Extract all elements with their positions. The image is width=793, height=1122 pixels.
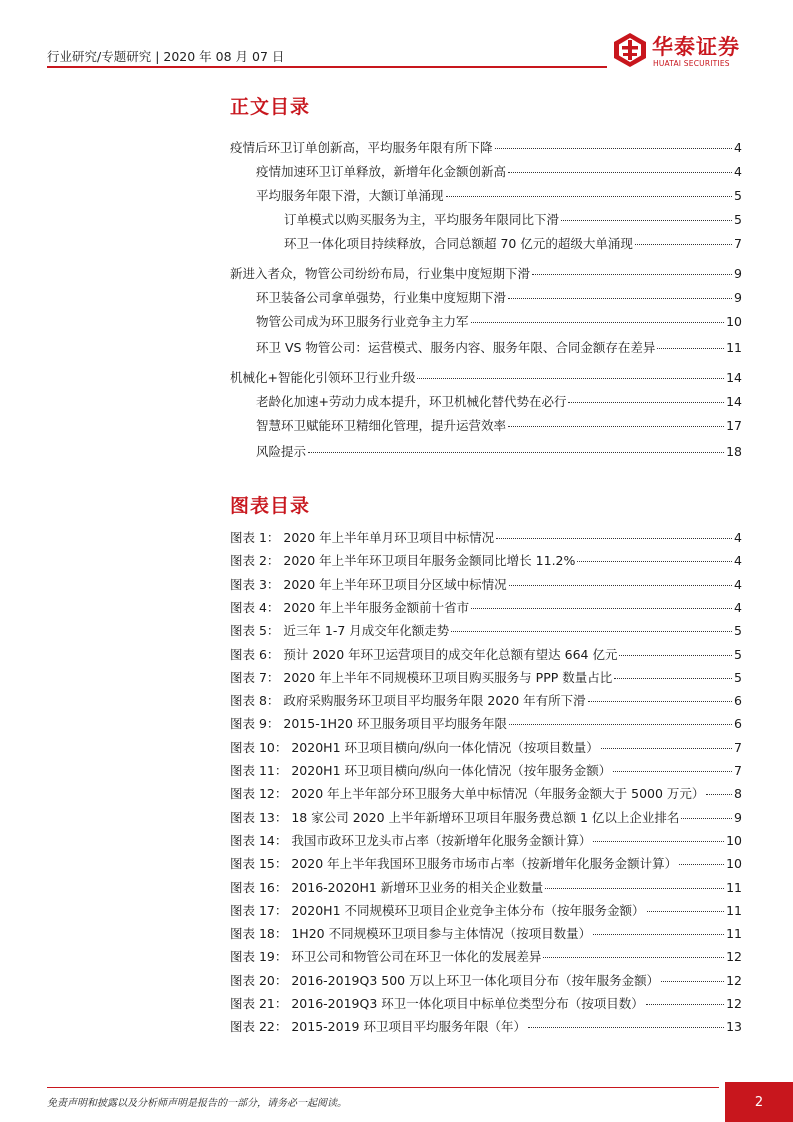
toc-leader-dots <box>657 348 724 349</box>
toc-entry[interactable] <box>256 418 742 434</box>
toc-entry-text: 老龄化加速+劳动力成本提升，环卫机械化替代势在必行 <box>256 394 567 409</box>
figure-entry[interactable] <box>230 553 742 569</box>
figure-entry[interactable] <box>230 670 742 686</box>
figure-entry[interactable] <box>230 880 742 896</box>
toc-entry-page: 11 <box>726 340 742 355</box>
toc-leader-dots <box>561 220 732 221</box>
page-number-badge <box>725 1082 793 1122</box>
toc-entry-text: 环卫一体化项目持续释放，合同总额超 70 亿元的超级大单涌现 <box>284 236 633 251</box>
figure-entry-text: 图表 12： 2020 年上半年部分环卫服务大单中标情况（年服务金额大于 5000 万元） <box>230 786 705 802</box>
figure-leader-dots <box>509 585 732 586</box>
figure-entry-page: 4 <box>734 576 742 592</box>
figure-entry-page: 11 <box>726 926 742 942</box>
toc-entry-page: 9 <box>734 290 742 305</box>
figure-leader-dots <box>471 608 732 609</box>
toc-entry[interactable] <box>256 444 742 460</box>
figure-entry-text: 图表 9： 2015-1H20 环卫服务项目平均服务年限 <box>230 716 507 732</box>
toc-entry-page: 18 <box>726 444 742 459</box>
toc-entry-page: 17 <box>726 418 742 433</box>
logo-chinese-name: 华泰证券 <box>652 35 740 59</box>
figure-leader-dots <box>577 561 732 562</box>
figure-entry-text: 图表 21： 2016-2019Q3 环卫一体化项目中标单位类型分布（按项目数） <box>230 996 644 1011</box>
figure-leader-dots <box>588 701 732 702</box>
figure-leader-dots <box>496 538 732 539</box>
figure-entry-text: 图表 19： 环卫公司和物管公司在环卫一体化的发展差异 <box>230 949 542 965</box>
figure-leader-dots <box>543 957 724 958</box>
toc-entry-text: 智慧环卫赋能环卫精细化管理，提升运营效率 <box>256 418 507 433</box>
header-date: 2020 年 08 月 07 日 <box>163 49 285 64</box>
figure-entry[interactable] <box>230 600 742 616</box>
figure-leader-dots <box>646 1004 724 1005</box>
page-number: 2 <box>754 1094 764 1110</box>
figure-entry[interactable] <box>230 716 742 732</box>
toc-entry[interactable] <box>230 370 742 386</box>
figure-leader-dots <box>613 771 732 772</box>
huatai-logo <box>614 33 749 69</box>
toc-entry-page: 10 <box>726 314 742 329</box>
figure-entry-page: 13 <box>726 1019 742 1035</box>
figure-entry[interactable] <box>230 949 742 965</box>
header-category: 行业研究/专题研究 <box>47 49 152 64</box>
toc-leader-dots <box>508 172 732 173</box>
figure-entry-text: 图表 4： 2020 年上半年服务金额前十省市 <box>230 599 470 615</box>
figure-entry-text: 图表 5： 近三年 1-7 月成交年化额走势 <box>230 623 450 639</box>
figures-title: 图表目录 <box>230 495 311 517</box>
figure-entry-page: 12 <box>726 949 742 965</box>
figure-entry[interactable] <box>230 623 742 639</box>
toc-entry-text: 疫情后环卫订单创新高，平均服务年限有所下降 <box>230 140 493 155</box>
figure-entry-page: 4 <box>734 553 742 569</box>
figure-leader-dots <box>593 934 724 935</box>
toc-entry[interactable] <box>256 340 742 356</box>
toc-entry-text: 机械化+智能化引领环卫行业升级 <box>230 370 416 385</box>
figure-entry-page: 6 <box>734 716 742 732</box>
figure-entry-page: 5 <box>734 646 742 662</box>
toc-entry[interactable] <box>256 394 742 410</box>
figure-entry-page: 5 <box>734 623 742 639</box>
figure-leader-dots <box>528 1027 724 1028</box>
figure-entry-page: 7 <box>734 739 742 755</box>
figure-entry[interactable] <box>230 810 742 826</box>
toc-leader-dots <box>495 148 733 149</box>
toc-entry[interactable] <box>256 314 742 330</box>
figure-entry-text: 图表 6： 预计 2020 年环卫运营项目的成交年化总额有望达 664 亿元 <box>230 646 618 662</box>
toc-entry-text: 物管公司成为环卫服务行业竞争主力军 <box>256 314 469 329</box>
footer-disclaimer: 免责声明和披露以及分析师声明是报告的一部分，请务必一起阅读。 <box>47 1098 347 1109</box>
figure-entry-text: 图表 20： 2016-2019Q3 500 万以上环卫一体化项目分布（按年服务金额） <box>230 972 660 988</box>
figure-entry-text: 图表 2： 2020 年上半年环卫项目年服务金额同比增长 11.2% <box>230 553 576 569</box>
toc-leader-dots <box>532 274 732 275</box>
toc-entry[interactable] <box>256 188 742 204</box>
toc-entry[interactable] <box>284 236 742 252</box>
toc-title: 正文目录 <box>230 96 311 118</box>
figure-entry[interactable] <box>230 903 742 919</box>
figure-entry[interactable] <box>230 996 742 1012</box>
toc-entry-page: 5 <box>734 212 742 227</box>
toc-entry-text: 风险提示 <box>256 444 307 459</box>
figure-entry-text: 图表 3： 2020 年上半年环卫项目分区域中标情况 <box>230 576 507 592</box>
figure-entry[interactable] <box>230 530 742 546</box>
figure-entry-text: 图表 14： 我国市政环卫龙头市占率（按新增年化服务金额计算） <box>230 832 592 848</box>
figure-leader-dots <box>681 818 732 819</box>
figure-entry-page: 9 <box>734 809 742 825</box>
toc-entry[interactable] <box>230 266 742 282</box>
header-divider <box>47 66 607 68</box>
toc-entry-text: 环卫 VS 物管公司：运营模式、服务内容、服务年限、合同金额存在差异 <box>256 340 656 355</box>
figure-entry-text: 图表 22： 2015-2019 环卫项目平均服务年限（年） <box>230 1019 526 1035</box>
figure-entry[interactable] <box>230 693 742 709</box>
toc-leader-dots <box>417 378 724 379</box>
figure-entry-page: 12 <box>726 996 742 1011</box>
figure-entry-text: 图表 18： 1H20 不同规模环卫项目参与主体情况（按项目数量） <box>230 926 592 942</box>
figure-entry[interactable] <box>230 577 742 593</box>
figure-entry[interactable] <box>230 647 742 663</box>
toc-entry[interactable] <box>256 290 742 306</box>
figure-entry-page: 7 <box>734 763 742 778</box>
figure-leader-dots <box>661 981 724 982</box>
figure-entry-page: 11 <box>726 879 742 895</box>
figure-entry-page: 6 <box>734 693 742 709</box>
toc-entry-page: 14 <box>726 394 742 409</box>
figure-entry[interactable] <box>230 856 742 872</box>
figure-leader-dots <box>679 864 724 865</box>
toc-leader-dots <box>446 196 733 197</box>
figure-leader-dots <box>451 631 732 632</box>
figure-entry[interactable] <box>230 973 742 989</box>
figure-entry-text: 图表 17： 2020H1 不同规模环卫项目企业竞争主体分布（按年服务金额） <box>230 902 645 918</box>
figure-entry-text: 图表 16： 2016-2020H1 新增环卫业务的相关企业数量 <box>230 879 544 895</box>
figure-entry-page: 12 <box>726 972 742 988</box>
logo-english-name: HUATAI SECURITIES <box>653 59 730 68</box>
figure-entry-text: 图表 1： 2020 年上半年单月环卫项目中标情况 <box>230 530 495 545</box>
figure-leader-dots <box>619 655 732 656</box>
toc-leader-dots <box>568 402 724 403</box>
toc-entry-page: 9 <box>734 266 742 281</box>
toc-entry-page: 5 <box>734 188 742 203</box>
figure-leader-dots <box>593 841 724 842</box>
footer-divider <box>47 1087 719 1088</box>
toc-leader-dots <box>635 244 732 245</box>
figure-entry[interactable] <box>230 786 742 802</box>
figure-entry-text: 图表 15： 2020 年上半年我国环卫服务市场市占率（按新增年化服务金额计算） <box>230 856 678 872</box>
toc-entry-page: 4 <box>734 164 742 179</box>
figure-entry-page: 4 <box>734 530 742 545</box>
huatai-logo-icon <box>614 33 646 67</box>
figure-entry[interactable] <box>230 763 742 779</box>
toc-entry-text: 订单模式以购买服务为主，平均服务年限同比下滑 <box>284 212 560 227</box>
figure-entry-page: 10 <box>726 856 742 872</box>
figure-entry-page: 11 <box>726 902 742 918</box>
toc-entry[interactable] <box>284 212 742 228</box>
figure-entry-page: 8 <box>734 786 742 802</box>
figure-entry[interactable] <box>230 1019 742 1035</box>
figure-entry-text: 图表 10： 2020H1 环卫项目横向/纵向一体化情况（按项目数量） <box>230 739 599 755</box>
toc-entry-text: 平均服务年限下滑，大额订单涌现 <box>256 188 444 203</box>
toc-entry[interactable] <box>256 164 742 180</box>
figure-entry-text: 图表 7： 2020 年上半年不同规模环卫项目购买服务与 PPP 数量占比 <box>230 669 613 685</box>
figure-leader-dots <box>601 748 732 749</box>
header-separator: | <box>155 49 164 64</box>
toc-entry-text: 疫情加速环卫订单释放，新增年化金额创新高 <box>256 164 507 179</box>
figure-entry-page: 10 <box>726 832 742 848</box>
figure-entry-text: 图表 8： 政府采购服务环卫项目平均服务年限 2020 年有所下滑 <box>230 693 586 709</box>
figure-leader-dots <box>545 888 724 889</box>
figure-entry[interactable] <box>230 926 742 942</box>
toc-entry-text: 新进入者众，物管公司纷纷布局，行业集中度短期下滑 <box>230 266 531 281</box>
figure-leader-dots <box>706 794 732 795</box>
figure-entry[interactable] <box>230 740 742 756</box>
toc-leader-dots <box>471 322 725 323</box>
figure-entry-text: 图表 11： 2020H1 环卫项目横向/纵向一体化情况（按年服务金额） <box>230 763 612 778</box>
figure-leader-dots <box>509 724 732 725</box>
figure-entry-page: 5 <box>734 669 742 685</box>
figure-leader-dots <box>647 911 725 912</box>
figure-entry[interactable] <box>230 833 742 849</box>
toc-entry-page: 14 <box>726 370 742 385</box>
toc-entry-page: 4 <box>734 140 742 155</box>
figure-entry-text: 图表 13： 18 家公司 2020 上半年新增环卫项目年服务费总额 1 亿以上企业排名 <box>230 809 680 825</box>
toc-leader-dots <box>508 298 732 299</box>
figure-leader-dots <box>614 678 732 679</box>
header-category-date <box>47 47 284 65</box>
toc-entry[interactable] <box>230 140 742 156</box>
toc-leader-dots <box>508 426 724 427</box>
figure-entry-page: 4 <box>734 599 742 615</box>
toc-entry-text: 环卫装备公司拿单强势，行业集中度短期下滑 <box>256 290 507 305</box>
toc-leader-dots <box>308 452 724 453</box>
toc-entry-page: 7 <box>734 236 742 251</box>
